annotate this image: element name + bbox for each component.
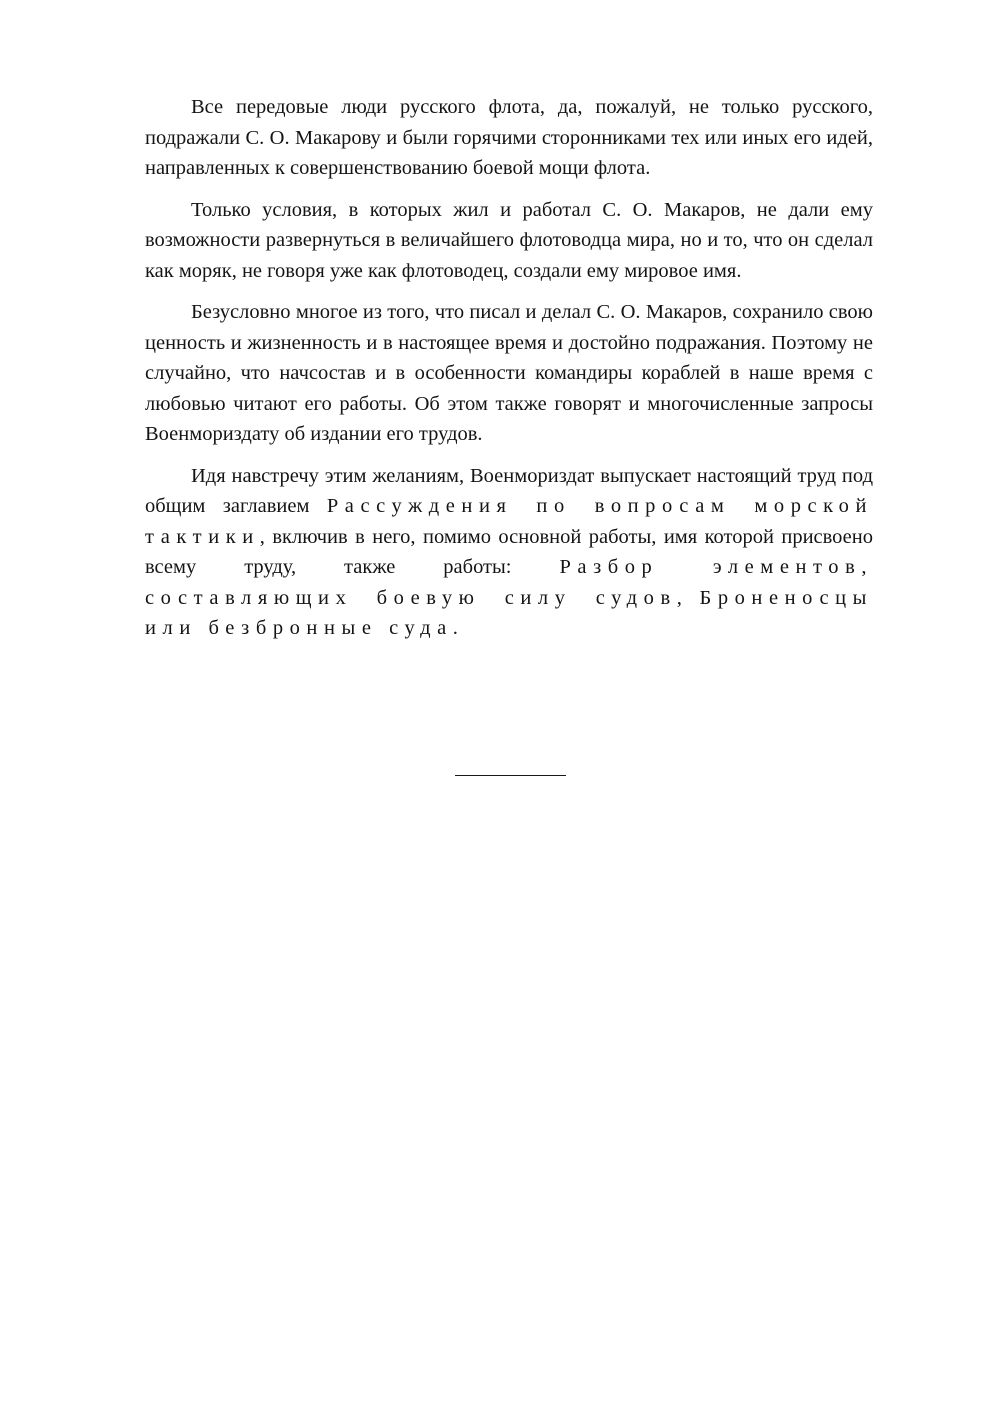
paragraph-3: Безусловно многое из того, что писал и делал С. О. Макаров, сохранило свою ценность и жизненность и в настоящее время и достойно подражания. Поэтому не случайно, что начсостав и в особенности командиры кораблей в наше время с любовью читают его работы. Об этом также говорят и многочисленные запросы Военмориздату об издании его трудов. (145, 301, 873, 445)
paragraph-4-text-4: . (452, 617, 458, 639)
paragraph-2: Только условия, в которых жил и работал С. О. Макаров, не дали ему возможности развернуться в величайшего флотоводца мира, но и то, что он сделал как моряк, не говоря уже как флотоводец, создали ему мировое имя. (145, 198, 873, 282)
work-title-bronenostsy: Броненосцы или безбронные суда (145, 586, 873, 639)
paragraph-1: Все передовые люди русского флота, да, пожалуй, не только русского, подражали С. О. Макарову и были горячими сторонниками тех или иных его идей, направленных к совершенствованию боевой мощи флота. (145, 96, 873, 179)
paragraph-4-text-2: , включив в него, помимо основной работы, имя которой присвоено всему труду, также работы: (145, 525, 873, 578)
paragraph-4-text-3: , (676, 586, 700, 609)
paragraph-4 (145, 461, 873, 644)
work-title-razbor: Разбор элементов, составляющих боевую силу судов (145, 556, 874, 609)
paragraph-4-text-1: Идя навстречу этим желаниям, Военмориздат выпускает настоящий труд под общим заглавием (145, 464, 873, 517)
work-title-rassuzhdeniya: Рассуждения по вопросам морской тактики (145, 495, 873, 548)
document-page (145, 92, 873, 655)
section-divider-rule (455, 775, 566, 776)
